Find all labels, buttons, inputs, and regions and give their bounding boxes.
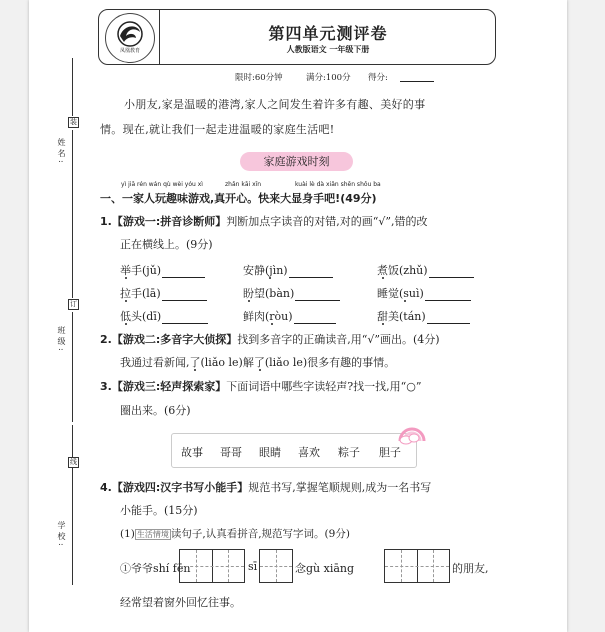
class-label: 班级:	[57, 326, 66, 354]
q4-sentence-part: 的朋友,	[452, 562, 489, 575]
q4-sentence-part: ①爷爷shí fēn	[120, 562, 191, 575]
q3-instruction-2: 圈出来。(6分)	[120, 404, 191, 417]
section-banner: 家庭游戏时刻	[240, 152, 353, 171]
context-tag: 生活情境	[136, 530, 169, 539]
exam-header	[98, 9, 496, 65]
q1-item: 睡觉(suì)	[377, 285, 471, 301]
q1-title: 【游戏一:拼音诊断师】	[111, 215, 227, 228]
section-pinyin: kuài lè dà xiǎn shēn shǒu ba	[295, 181, 381, 188]
time-limit: 限时:60分钟	[235, 73, 283, 83]
q1-number: 1.	[100, 215, 112, 228]
answer-blank[interactable]	[295, 300, 340, 301]
binding-box: 装	[70, 118, 77, 126]
binding-line	[72, 312, 73, 422]
q4-title: 【游戏四:汉字书写小能手】	[111, 481, 249, 494]
q3-title: 【游戏三:轻声探索家】	[111, 380, 227, 393]
writing-grid[interactable]	[384, 549, 450, 583]
q4-sub-heading: (1) 生活情境 读句子,认真看拼音,规范写字词。(9分)	[120, 528, 350, 540]
answer-blank[interactable]	[294, 323, 336, 324]
q1-item: 鲜肉(ròu)	[243, 308, 336, 324]
word-item[interactable]: 眼睛	[259, 446, 281, 459]
q2-instruction: 找到多音字的正确读音,用“√”画出。(4分)	[237, 333, 440, 346]
q1-item: 举手(jǔ)	[120, 262, 205, 278]
binding-margin	[29, 0, 97, 632]
q4-instruction-2: 小能手。(15分)	[120, 504, 198, 517]
answer-blank[interactable]	[162, 300, 207, 301]
q4-number: 4.	[100, 481, 112, 494]
q4-sentence-2: 经常望着窗外回忆往事。	[120, 596, 241, 609]
q3-heading	[100, 378, 422, 394]
binding-line	[72, 130, 73, 298]
q2-heading	[100, 331, 440, 347]
q1-instruction: 判断加点字读音的对错,对的画“√”,错的改	[226, 215, 428, 228]
q3-number: 3.	[100, 380, 112, 393]
q1-instruction-2: 正在横线上。(9分)	[120, 238, 213, 251]
q1-item: 拉手(lā)	[120, 285, 207, 301]
phoenix-icon	[106, 14, 154, 62]
score-blank[interactable]	[400, 81, 434, 82]
q1-item: 甜美(tán)	[377, 308, 470, 324]
writing-grid[interactable]	[259, 549, 293, 583]
intro-line-1: 小朋友,家是温暖的港湾,家人之间发生着许多有趣、美好的事	[124, 98, 426, 111]
writing-grid[interactable]	[179, 549, 245, 583]
q1-heading	[100, 213, 428, 229]
word-item[interactable]: 故事	[181, 446, 203, 459]
binding-line	[72, 425, 73, 585]
word-item[interactable]: 哥哥	[220, 446, 242, 459]
section-pinyin: zhǎn kāi xīn	[225, 181, 262, 188]
exam-title: 第四单元测评卷	[268, 24, 388, 43]
q1-item: 煮饭(zhǔ)	[377, 262, 474, 278]
score-label: 得分:	[368, 73, 388, 83]
name-label: 姓名:	[57, 138, 66, 166]
word-item[interactable]: 喜欢	[298, 446, 320, 459]
section-pinyin: yì jiā rén wán qù wèi yóu xì	[121, 181, 203, 188]
q4-heading	[100, 479, 431, 495]
word-item[interactable]: 胆子	[379, 446, 401, 459]
intro-line-2: 情。现在,就让我们一起走进温暖的家庭生活吧!	[100, 123, 335, 136]
answer-blank[interactable]	[429, 277, 474, 278]
rainbow-cloud-icon	[396, 425, 428, 445]
answer-blank[interactable]	[427, 323, 470, 324]
answer-blank[interactable]	[425, 300, 471, 301]
publisher-logo	[105, 13, 155, 63]
q2-number: 2.	[100, 333, 112, 346]
q1-item: 安静(jìn)	[243, 262, 333, 278]
binding-box: 线	[70, 458, 77, 466]
exam-page	[29, 0, 567, 632]
q3-instruction: 下面词语中哪些字读轻声?找一找,用“○”	[226, 380, 422, 393]
q2-sentence: 我通过看新闻,了(liǎo le)解了(liǎo le)很多有趣的事情。	[120, 356, 396, 369]
answer-blank[interactable]	[289, 277, 333, 278]
answer-blank[interactable]	[162, 277, 205, 278]
q4-sentence-part: sī	[248, 560, 258, 573]
q4-sentence-part: 念gù xiāng	[295, 562, 355, 575]
binding-line	[72, 58, 73, 116]
school-label: 学校:	[57, 521, 66, 549]
section-heading: 一、一家人玩趣味游戏,真开心。快来大显身手吧!(49分)	[100, 192, 377, 205]
q1-item: 盼望(bàn)	[243, 285, 340, 301]
q2-title: 【游戏二:多音字大侦探】	[111, 333, 238, 346]
q4-instruction: 规范书写,掌握笔顺规则,成为一名书写	[248, 481, 432, 494]
q1-item: 低头(dī)	[120, 308, 208, 324]
word-item[interactable]: 粽子	[338, 446, 360, 459]
full-score: 满分:100分	[306, 73, 351, 83]
binding-box: 订	[70, 300, 77, 308]
answer-blank[interactable]	[162, 323, 208, 324]
exam-subtitle: 人教版语文 一年级下册	[286, 45, 370, 54]
header-divider	[159, 10, 160, 64]
logo-text: 凤凰教育	[119, 48, 140, 54]
